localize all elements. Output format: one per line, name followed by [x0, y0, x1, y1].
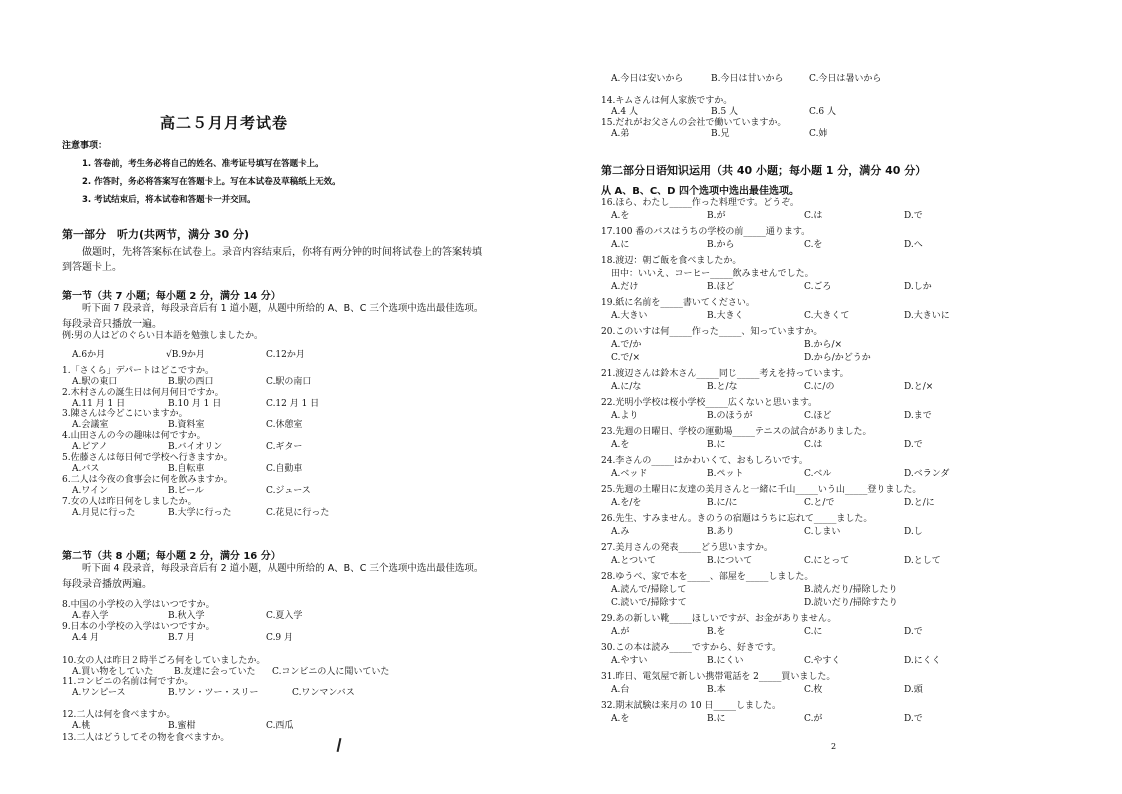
answer-option: C.は: [804, 211, 823, 221]
answer-option: C.にとって: [804, 556, 850, 566]
answer-option: D.読いだり/掃除すたり: [804, 598, 898, 608]
answer-option: A.月見に行った: [72, 508, 136, 518]
answer-option: C.に: [804, 627, 823, 637]
answer-option: D.で: [904, 627, 923, 637]
answer-option: D.大きいに: [904, 311, 950, 321]
answer-option: D.にくく: [904, 656, 941, 666]
answer-option: C.ベル: [804, 469, 832, 479]
answer-option: C.夏入学: [266, 611, 303, 621]
question-text: 13.二人はどうしてその物を食べますか。: [62, 733, 230, 743]
question-text: 27.美月さんの発表_____どう思いますか。: [601, 543, 773, 553]
answer-option: B.友達に会っていた: [174, 667, 256, 677]
question-text: 31.昨日、電気屋で新しい携帯電話を 2_____買いました。: [601, 672, 836, 682]
answer-option: B.ペット: [707, 469, 744, 479]
answer-option: A.台: [611, 685, 630, 695]
answer-option: B.自転車: [168, 464, 205, 474]
answer-option: C.ごろ: [804, 282, 832, 292]
answer-option: B.秋入学: [168, 611, 205, 621]
answer-option: A.ピアノ: [72, 442, 108, 452]
answer-option: C.が: [804, 714, 823, 724]
question-text: 10.女の人は昨日２時半ごろ何をしていましたか。: [62, 656, 266, 666]
answer-option: A.買い物をしていた: [72, 667, 154, 677]
question-text: 12.二人は何を食べますか。: [62, 710, 176, 720]
answer-option: A.より: [611, 411, 639, 421]
answer-option: C.花見に行った: [266, 508, 330, 518]
question-text: 8.中国の小学校の入学はいつですか。: [62, 600, 215, 610]
answer-option: A.を: [611, 714, 630, 724]
question-text: 19.紙に名前を_____書いてください。: [601, 298, 755, 308]
note-item: 3. 考试结束后，将本试卷和答题卡一并交回。: [82, 195, 256, 205]
answer-option: C.で/×: [611, 353, 640, 363]
question-text: 30.この本は読み_____ですから、好きです。: [601, 643, 782, 653]
question-text: 22.光明小学校は桜小学校_____広くないと思います。: [601, 398, 818, 408]
answer-option: B.ワン・ツー・スリー: [168, 688, 259, 698]
answer-option: B.駅の西口: [168, 377, 214, 387]
answer-option: C.枚: [804, 685, 823, 695]
answer-option: A.ワンピース: [72, 688, 126, 698]
q13-option: C.今日は暑いから: [809, 74, 882, 84]
section2-instruction: 每段录音播放两遍。: [62, 579, 152, 590]
question-text: 25.先週の土曜日に友達の美月さんと一緒に千山_____いう山_____登りました。: [601, 485, 922, 495]
answer-option: B.が: [707, 211, 726, 221]
answer-option: A.11 月 1 日: [72, 399, 126, 409]
answer-option: D.まで: [904, 411, 932, 421]
question-text: 17.100 番のバスはうちの学校の前_____通ります。: [601, 227, 811, 237]
answer-option: B.から/×: [804, 340, 843, 350]
answer-option: A.バス: [72, 464, 100, 474]
answer-option: D.しか: [904, 282, 932, 292]
answer-option: C.西瓜: [266, 721, 294, 731]
question-text: 26.先生、すみません。きのうの宿題はうちに忘れて_____ました。: [601, 514, 873, 524]
page-number: 2: [831, 742, 837, 751]
answer-option: C.コンビニの人に聞いていた: [272, 667, 390, 677]
answer-option: C.9 月: [266, 633, 294, 643]
question-text: 7.女の人は昨日何をしましたか。: [62, 497, 197, 507]
section2-instruction: 听下面 4 段录音，每段录音后有 2 道小题，从题中所给的 A、B、C 三个选项中选出最佳选项。: [82, 563, 484, 574]
note-item: 2. 作答时，务必将答案写在答题卡上。写在本试卷及草稿纸上无效。: [82, 177, 341, 187]
answer-option: B.に: [707, 440, 726, 450]
question-text: 18.渡辺：朝ご飯を食べましたか。: [601, 256, 742, 266]
answer-option: C.ギター: [266, 442, 303, 452]
answer-option: C.に/の: [804, 382, 835, 392]
answer-option: A.とついて: [611, 556, 657, 566]
question-text: 5.佐藤さんは毎日何で学校へ行きますか。: [62, 453, 233, 463]
section1-heading: 第一节（共 7 小题；每小题 2 分，满分 14 分）: [62, 291, 281, 302]
answer-option: A.桃: [72, 721, 91, 731]
answer-option: C.大きくて: [804, 311, 850, 321]
answer-option: A.ベッド: [611, 469, 648, 479]
q14-option: C.6 人: [809, 107, 837, 117]
answer-option: D.し: [904, 527, 923, 537]
question-text: 21.渡辺さんは鈴木さん_____同じ_____考えを持っています。: [601, 369, 849, 379]
section2-heading: 第二节（共 8 小题；每小题 2 分，满分 16 分）: [62, 551, 281, 562]
answer-option: B.バイオリン: [168, 442, 223, 452]
answer-option: A.やすい: [611, 656, 648, 666]
question-text: 28.ゆうべ、家で本を_____、部屋を_____しました。: [601, 572, 814, 582]
question-text: 3.陳さんは今どこにいますか。: [62, 409, 188, 419]
answer-option: C.12 月 1 日: [266, 399, 320, 409]
example-option: A.6か月: [72, 350, 106, 360]
answer-option: D.ベランダ: [904, 469, 950, 479]
answer-option: B.本: [707, 685, 726, 695]
answer-option: C.しまい: [804, 527, 841, 537]
answer-option: A.に/な: [611, 382, 642, 392]
right-page: [561, 0, 1122, 794]
answer-option: A.駅の東口: [72, 377, 118, 387]
answer-option: D.頭: [904, 685, 923, 695]
part2-heading: 第二部分日语知识运用（共 40 小题；每小题 1 分，满分 40 分）: [601, 164, 927, 177]
answer-option: B.のほうが: [707, 411, 753, 421]
question-text: 11.コンビニの名前は何ですか。: [62, 677, 194, 687]
answer-option: C.と/で: [804, 498, 835, 508]
example-question: 例:男の人はどのぐらい日本語を勉強しましたか。: [62, 331, 264, 341]
answer-option: B.読んだり/掃除したり: [804, 585, 898, 595]
answer-option: D.から/かどうか: [804, 353, 871, 363]
q14-option: B.5 人: [711, 107, 739, 117]
question-text: 6.二人は今夜の食事会に何を飲みますか。: [62, 475, 233, 485]
answer-option: B.に: [707, 714, 726, 724]
question-text: 23.先週の日曜日、学校の運動場_____テニスの試合がありました。: [601, 427, 872, 437]
answer-option: D.と/×: [904, 382, 934, 392]
pen-mark: [337, 738, 342, 752]
question-text: 田中：いいえ、コーヒー_____飲みませんでした。: [611, 269, 814, 279]
answer-option: D.で: [904, 211, 923, 221]
answer-option: C.ジュース: [266, 486, 311, 496]
answer-option: A.ワイン: [72, 486, 109, 496]
q14-option: A.4 人: [611, 107, 638, 117]
answer-option: D.で: [904, 440, 923, 450]
answer-option: A.読んで/掃除して: [611, 585, 687, 595]
answer-option: A.春入学: [72, 611, 109, 621]
part1-heading: 第一部分 听力(共两节，满分 30 分): [62, 228, 250, 241]
answer-option: C.を: [804, 240, 823, 250]
answer-option: C.読いで/掃除すて: [611, 598, 687, 608]
answer-option: D.と/に: [904, 498, 935, 508]
question-text: 20.このいすは何_____作った_____、知っていますか。: [601, 327, 823, 337]
answer-option: D.へ: [904, 240, 923, 250]
question-text: 2.木村さんの誕生日は何月何日ですか。: [62, 388, 224, 398]
answer-option: C.やすく: [804, 656, 841, 666]
answer-option: D.として: [904, 556, 941, 566]
question-text: 16.ほら、わたし_____作った料理です。どうぞ。: [601, 198, 799, 208]
question-text: 24.李さんの_____はかわいくて、おもしろいです。: [601, 456, 808, 466]
question-text: 4.山田さんの今の趣味は何ですか。: [62, 431, 206, 441]
part1-instruction: 做题时，先将答案标在试卷上。录音内容结束后，你将有两分钟的时间将试卷上的答案转填: [82, 247, 482, 258]
answer-option: B.ビール: [168, 486, 204, 496]
answer-option: D.で: [904, 714, 923, 724]
answer-option: A.4 月: [72, 633, 99, 643]
note-item: 1. 答卷前，考生务必将自己的姓名、准考证号填写在答题卡上。: [82, 159, 324, 169]
answer-option: B.と/な: [707, 382, 738, 392]
answer-option: C.自動車: [266, 464, 303, 474]
question-text: 1.「さくら」デパートはどこですか。: [62, 366, 215, 376]
answer-option: B.7 月: [168, 633, 196, 643]
answer-option: B.にくい: [707, 656, 744, 666]
answer-option: B.を: [707, 627, 726, 637]
answer-option: C.は: [804, 440, 823, 450]
answer-option: A.で/か: [611, 340, 642, 350]
example-option: C.12か月: [266, 350, 305, 360]
answer-option: C.ほど: [804, 411, 832, 421]
answer-option: A.大きい: [611, 311, 648, 321]
answer-option: B.から: [707, 240, 735, 250]
part1-instruction: 到答题卡上。: [62, 262, 122, 273]
answer-option: C.駅の南口: [266, 377, 312, 387]
q14: 14.キムさんは何人家族ですか。: [601, 96, 733, 106]
answer-option: B.10 月 1 日: [168, 399, 222, 409]
answer-option: A.み: [611, 527, 630, 537]
answer-option: A.を/を: [611, 498, 642, 508]
page-title: 高二５月月考试卷: [160, 114, 289, 132]
answer-option: A.に: [611, 240, 630, 250]
answer-option: B.について: [707, 556, 753, 566]
section1-instruction: 听下面 7 段录音，每段录音后有 1 道小题，从题中所给的 A、B、C 三个选项中选出最佳选项。: [82, 303, 484, 314]
part2-instruction: 从 A、B、C、D 四个选项中选出最佳选项。: [601, 186, 799, 197]
section1-instruction: 每段录音只播放一遍。: [62, 319, 162, 330]
answer-option: C.ワンマンバス: [292, 688, 355, 698]
answer-option: B.大学に行った: [168, 508, 232, 518]
answer-option: B.あり: [707, 527, 735, 537]
answer-option: A.会議室: [72, 420, 109, 430]
answer-option: B.大きく: [707, 311, 744, 321]
q15-option: A.弟: [611, 129, 630, 139]
answer-option: B.資料室: [168, 420, 205, 430]
question-text: 29.あの新しい靴_____ほしいですが、お金がありません。: [601, 614, 837, 624]
q13-option: B.今日は甘いから: [711, 74, 784, 84]
q13-option: A.今日は安いから: [611, 74, 684, 84]
answer-option: A.だけ: [611, 282, 639, 292]
answer-option: A.を: [611, 211, 630, 221]
answer-option: A.が: [611, 627, 630, 637]
question-text: 9.日本の小学校の入学はいつですか。: [62, 622, 215, 632]
notes-heading: 注意事项：: [62, 141, 108, 151]
answer-option: B.に/に: [707, 498, 738, 508]
example-option-checked: √B.9か月: [166, 350, 205, 360]
q15-option: B.兄: [711, 129, 730, 139]
answer-option: B.ほど: [707, 282, 735, 292]
answer-option: B.蜜柑: [168, 721, 196, 731]
q15-option: C.姉: [809, 129, 828, 139]
answer-option: A.を: [611, 440, 630, 450]
q15: 15.だれがお父さんの会社で働いていますか。: [601, 118, 787, 128]
answer-option: C.休憩室: [266, 420, 303, 430]
question-text: 32.期末試験は来月の 10 日_____しました。: [601, 701, 781, 711]
